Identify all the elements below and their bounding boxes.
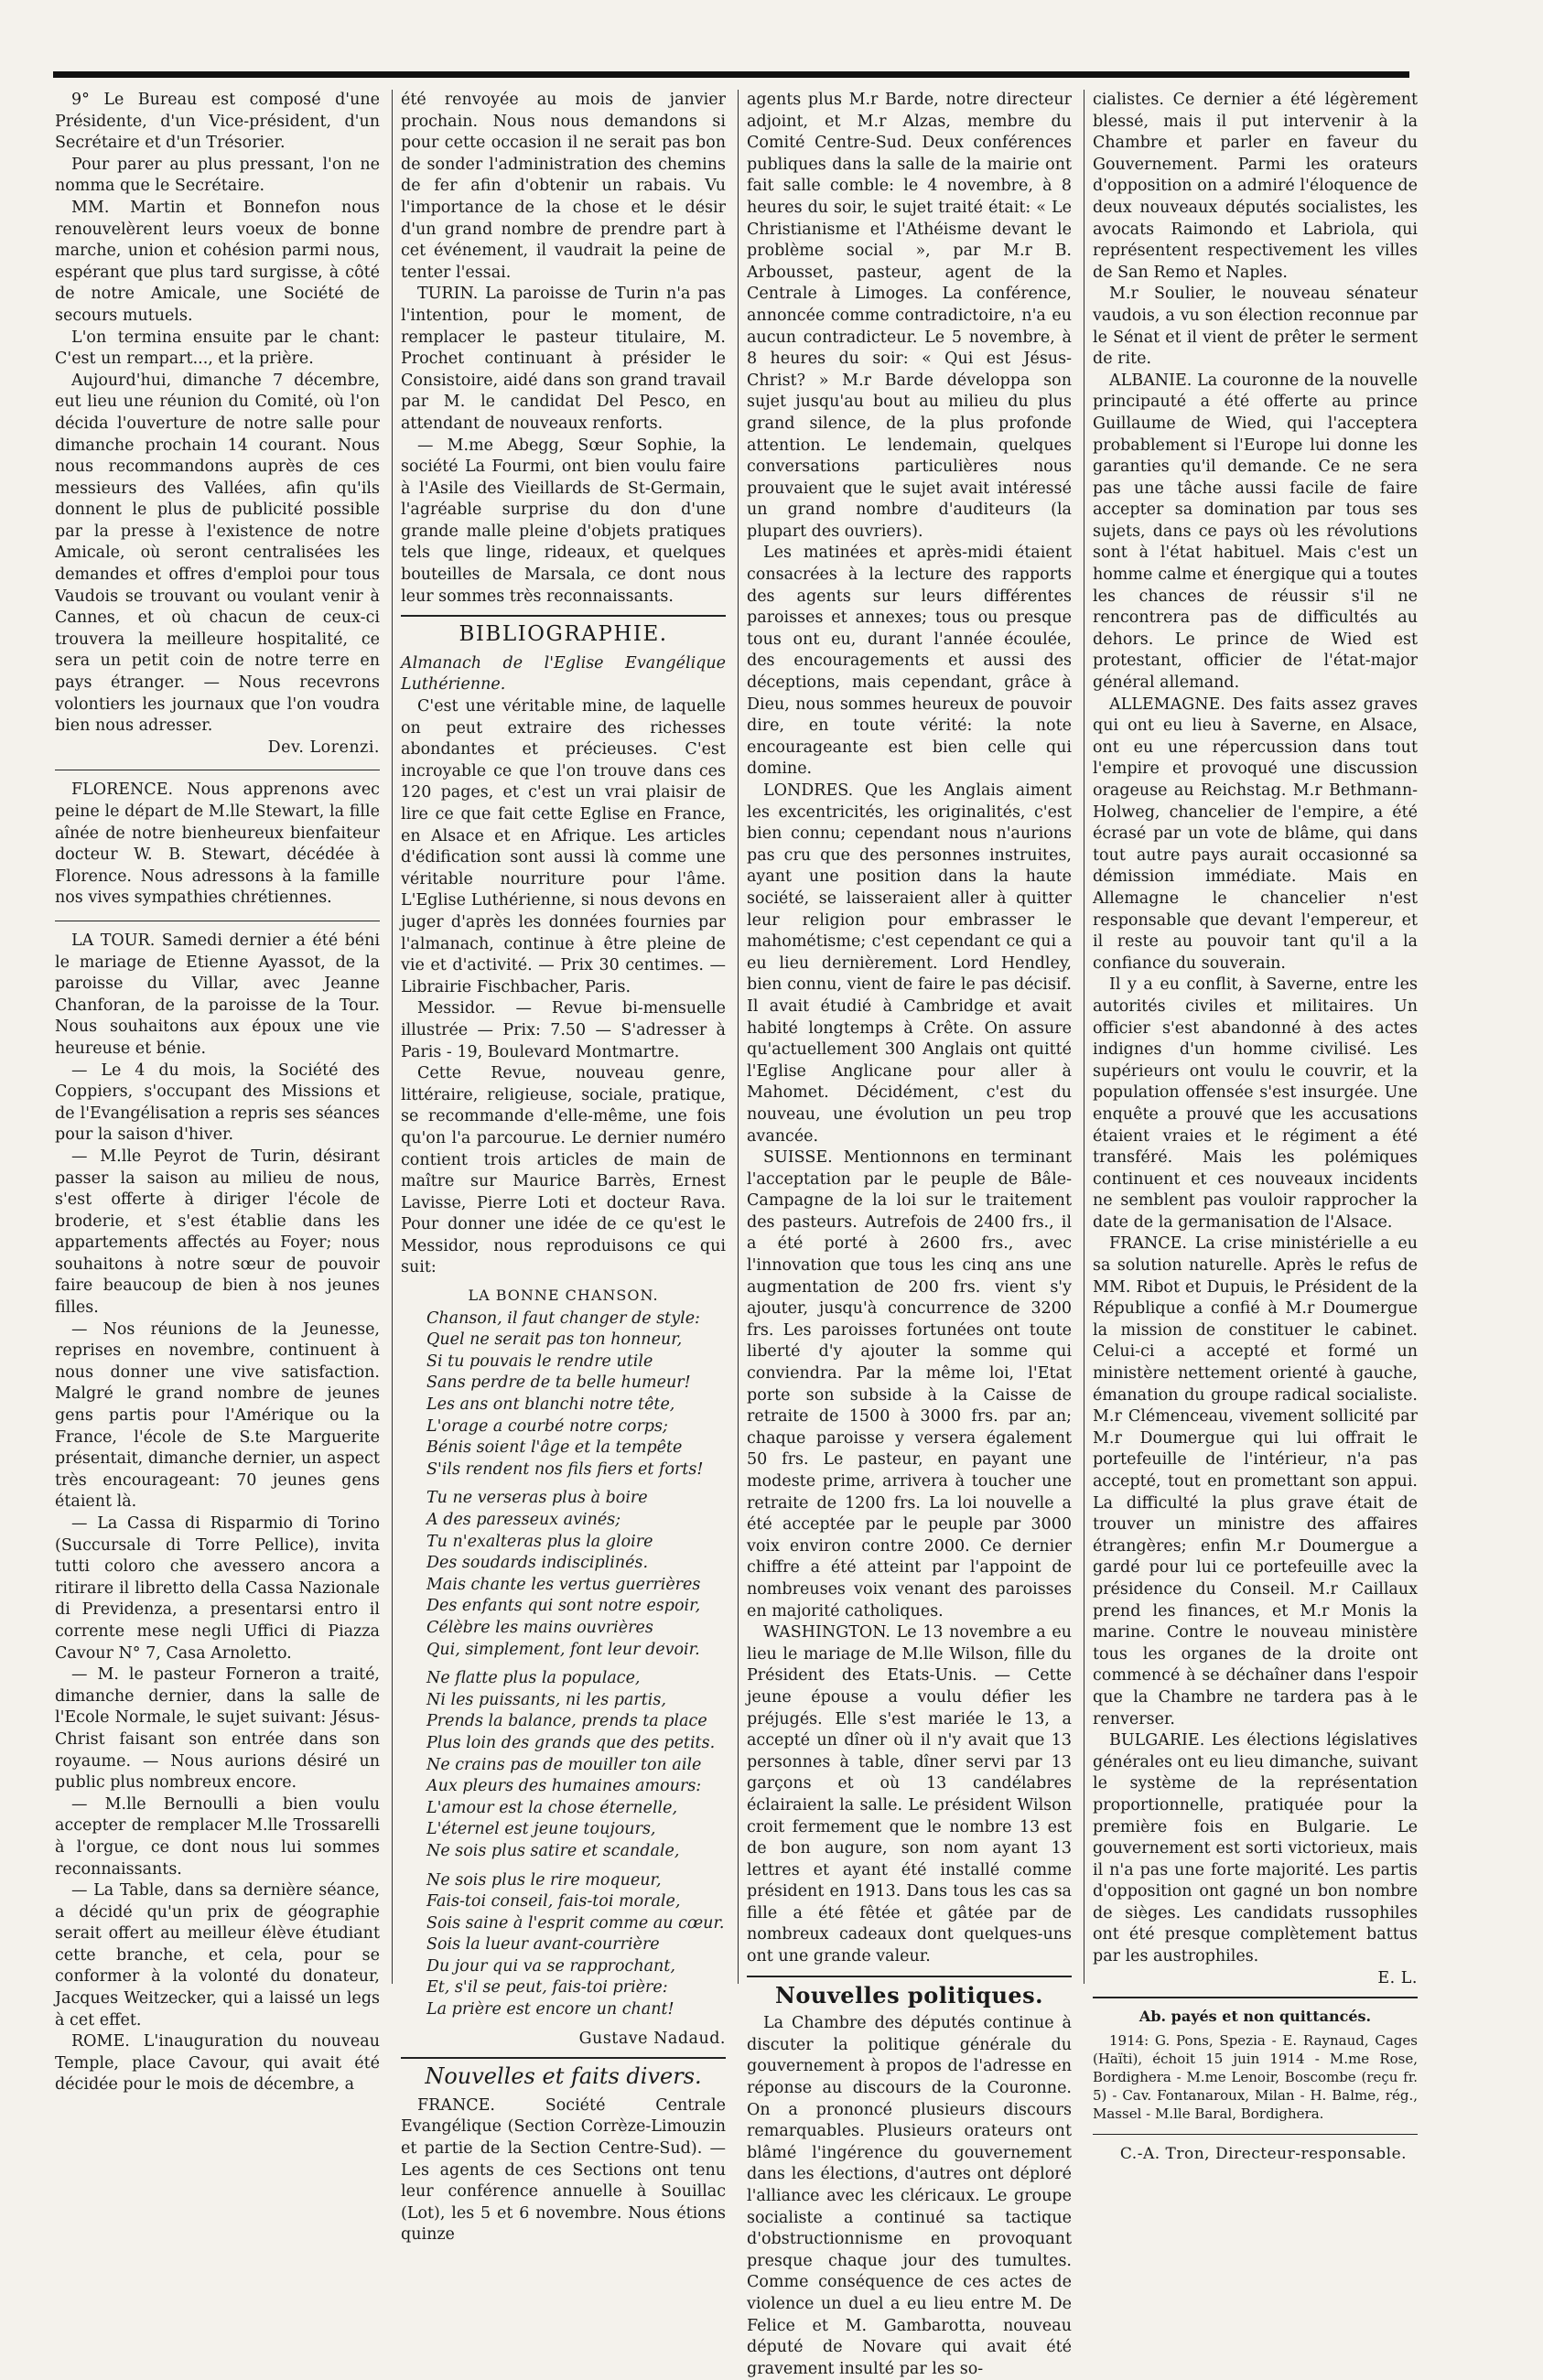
poem-line: Chanson, il faut changer de style: — [426, 1308, 700, 1328]
paragraph: M.r Soulier, le nouveau sénateur vaudois, a vu son élection reconnue par le Sénat et il vient de prêter le serment de rite. — [1093, 285, 1418, 369]
paragraph: FRANCE. Société Centrale Evangélique (Section Corrèze-Limouzin et partie de la Section Centre-Sud). — Les agents de ces Sections ont tenu leur conférence annuelle à Souillac (Lot), les 5 et 6 novembre. Nous étions quinze — [401, 2095, 726, 2245]
poem-line: Du jour qui va se rapprochant, — [426, 1956, 675, 1976]
paragraph: 9° Le Bureau est composé d'une Présidente, d'un Vice-président, d'un Secrétaire et d'un Trésorier. — [55, 91, 380, 153]
signature: E. L. — [1377, 1968, 1418, 1987]
poem-line: Sans perdre de ta belle humeur! — [426, 1373, 691, 1393]
paragraph: — La Cassa di Risparmio di Torino (Succursale di Torre Pellice), invita tutti coloro che avessero ancora a ritirare il libretto della Cassa Nazionale di Previdenza, a presentarsi entro il corrente mese negli Uffici di Piazza Cavour N° 7, Casa Arnoletto. — [55, 1514, 380, 1663]
poem-line: Qui, simplement, font leur devoir. — [426, 1640, 700, 1659]
poem-line: Tu ne verseras plus à boire — [426, 1489, 648, 1508]
poem-line: Fais-toi conseil, fais-toi morale, — [426, 1892, 681, 1912]
poem-line: L'orage a courbé notre corps; — [426, 1416, 668, 1436]
paragraph: Pour parer au plus pressant, l'on ne nomma que le Secrétaire. — [55, 155, 380, 196]
paragraph: — Nos réunions de la Jeunesse, reprises en novembre, continuent à nous donner une vive satisfaction. Malgré le grand nombre de jeunes gens partis pour l'Amérique ou la France, l'école de S.te Marguerite présentait, dimanche dernier, un aspect très encourageant: 70 jeunes gens étaient là. — [55, 1319, 380, 1512]
poem-line: Et, s'il se peut, fais-toi prière: — [426, 1978, 668, 1998]
poem-line: Sois saine à l'esprit comme au cœur. — [426, 1913, 725, 1933]
column-1 — [55, 90, 380, 2213]
paragraph: été renvoyée au mois de janvier prochain. Nous nous demandons si pour cette occasion il ne serait pas bon de sonder l'administration des chemins de fer afin d'obtenir un rabais. Vu l'importance de la chose et le désir d'un grand nombre de prendre part à cet événement, il vaudrait la peine de tenter l'essai. — [401, 91, 726, 282]
column-rule-2 — [738, 90, 739, 1984]
column-2 — [401, 90, 726, 2245]
poem-line: Célèbre les mains ouvrières — [426, 1618, 653, 1637]
divider — [1093, 1997, 1418, 1998]
paragraph: Les matinées et après-midi étaient consacrées à la lecture des rapports des agents sur leurs différentes paroisses et annexes; tous ou presque tous ont eu, durant l'année écoulée, des encouragements et aussi des déceptions, mais cependant, grâce à Dieu, nous sommes heureux de pouvoir dire, en toute vérité: la note encourageante est bien celle qui domine. — [747, 544, 1072, 779]
paragraph: WASHINGTON. Le 13 novembre a eu lieu le mariage de M.lle Wilson, fille du Président des Etats-Unis. — Cette jeune épouse a voulu défier les préjugés. Elle s'est mariée le 13, a accepté un dîner où il n'y avait que 13 personnes à table, dîner servi par 13 garçons et où 13 candélabres éclairaient la salle. Le président Wilson croit fermement que le nombre 13 est de bon augure, son nom ayant 13 lettres et ayant été installé comme président en 1913. Dans tous les cas sa fille a été fêtée et gâtée par de nombreux cadeaux dont quelques-uns ont une grande valeur. — [747, 1623, 1072, 1966]
poem-signature: Gustave Nadaud. — [578, 2029, 726, 2048]
paragraph: Cette Revue, nouveau genre, littéraire, religieuse, sociale, pratique, se recommande d'elle-même, une fois qu'on l'a parcourue. Le dernier numéro contient trois articles de main de maître sur Maurice Barrès, Ernest Lavisse, Pierre Loti et docteur Rava. Pour donner une idée de ce qu'est le Messidor, nous reproduisons ce qui suit: — [401, 1064, 726, 1277]
divider — [747, 1976, 1072, 1977]
paragraph: LONDRES. Que les Anglais aiment les excentricités, les originalités, c'est bien connu; cependant nous n'aurions pas cru que des personnes instruites, ayant une position dans la haute société, se laisseraient aller à quitter leur religion pour embrasser le mahométisme; c'est cependant ce qui a eu lieu dernièrement. Lord Hendley, bien connu, vient de faire le pas décisif. Il avait étudié à Cambridge et avait habité longtemps à Crête. On assure qu'actuellement 300 Anglais ont quitté l'Eglise Anglicane pour aller à Mahomet. Décidément, c'est du nouveau, une évolution un peu trop avancée. — [747, 781, 1072, 1146]
paragraph: — Le 4 du mois, la Société des Coppiers, s'occupant des Missions et de l'Evangélisation a repris ses séances pour la saison d'hiver. — [55, 1061, 380, 1145]
poem-line: Aux pleurs des humaines amours: — [426, 1777, 702, 1796]
poem-line: Ne sois plus satire et scandale, — [426, 1841, 680, 1860]
poem-line: Ne sois plus le rire moqueur, — [426, 1870, 662, 1890]
poem-line: Quel ne serait pas ton honneur, — [426, 1330, 683, 1350]
poem-line: Ne crains pas de mouiller ton aile — [426, 1755, 702, 1774]
paragraph: TURIN. La paroisse de Turin n'a pas l'intention, pour le moment, de remplacer le pasteur titulaire, M. Prochet continuant à présider le Consistoire, aidé dans son grand travail par M. le candidat Del Pesco, en attendant de nouveaux renforts. — [401, 285, 726, 433]
paragraph: Messidor. — Revue bi-mensuelle illustrée — Prix: 7.50 — S'adresser à Paris - 19, Boulevard Montmartre. — [401, 999, 726, 1061]
paragraph: FRANCE. La crise ministérielle a eu sa solution naturelle. Après le refus de MM. Ribot et Dupuis, le Président de la République a confié à M.r Doumergue la mission de constituer le cabinet. Celui-ci a accepté et formé un ministère nettement orienté à gauche, émanation du groupe radical socialiste. M.r Clémenceau, vivement sollicité par M.r Doumergue qui lui offrait le portefeuille de l'intérieur, n'a pas accepté, tout en promettant son appui. La difficulté la plus grave était de trouver un ministre des affaires étrangères; enfin M.r Doumergue a gardé pour lui ce portefeuille avec la présidence du Conseil. M.r Caillaux prend les finances, et M.r Monis la marine. Contre le nouveau ministère tous les organes de la droite ont commencé à se déchaîner dans l'espoir que la Chambre ne tardera pas à le renverser. — [1093, 1234, 1418, 1728]
paragraph: ROME. L'inauguration du nouveau Temple, place Cavour, qui avait été décidée pour le mois de décembre, a — [55, 2032, 380, 2095]
poem-line: La prière est encore un chant! — [426, 2000, 674, 2019]
paragraph: FLORENCE. Nous apprenons avec peine le départ de M.lle Stewart, la fille aînée de notre bienheureux bienfaiteur docteur W. B. Stewart, décédée à Florence. Nous adressons à la famille nos vives sympathies chrétiennes. — [55, 781, 380, 908]
poem-line: Des soudards indisciplinés. — [426, 1554, 649, 1573]
paragraph: SUISSE. Mentionnons en terminant l'acceptation par le peuple de Bâle-Campagne de la loi sur le traitement des pasteurs. Autrefois de 2400 frs., il a été porté à 2600 frs., avec l'innovation que tous les cinq ans une augmentation de 200 frs. vient s'y ajouter, jusqu'à concurrence de 3200 frs. Les paroisses fortunées ont toute liberté d'y ajouter la somme qui conviendra. Par la même loi, l'Etat porte son subside à la Caisse de retraite de 1500 à 3000 frs. par an; chaque paroisse y versera également 50 frs. Le pasteur, en payant une modeste prime, arrivera à toucher une retraite de 1200 frs. La loi nouvelle a été acceptée par le peuple par 3000 voix environ contre 2000. Ce dernier chiffre a été atteint par l'appoint de nombreuses voix venant des paroisses en majorité catholiques. — [747, 1148, 1072, 1621]
paragraph: agents plus M.r Barde, notre directeur adjoint, et M.r Alzas, membre du Comité Centre-Sud. Deux conférences publiques dans la salle de la mairie ont fait salle comble: le 4 novembre, à 8 heures du soir, le sujet traité était: « Le Christianisme et l'Athéisme devant le problème social », par M.r B. Arbousset, pasteur, agent de la Centrale à Limoges. La conférence, annoncée comme contradictoire, n'a eu aucun contradicteur. Le 5 novembre, à 8 heures du soir: « Qui est Jésus-Christ? » M.r Barde développa son sujet jusqu'au bout au milieu du plus grand silence, de la plus profonde attention. Le lendemain, quelques conversations particulières nous prouvaient que le sujet avait intéressé un grand nombre d'auditeurs (la plupart des ouvriers). — [747, 91, 1072, 541]
subscriptions-list: 1914: G. Pons, Spezia - E. Raynaud, Cages (Haïti), échoit 15 juin 1914 - M.me Rose, Bordighera - M.me Lenoir, Boscombe (reçu fr. 5) - Cav. Fontanaroux, Milan - H. Balme, rég., Massel - M.lle Baral, Bordighera. — [1093, 2031, 1418, 2122]
poem-line: Ne flatte plus la populace, — [426, 1669, 641, 1688]
poem-stanza — [401, 1668, 726, 1862]
section-heading-politiques: Nouvelles politiques. — [774, 1981, 1044, 2008]
poem-line: L'éternel est jeune toujours, — [426, 1820, 656, 1839]
signature: Dev. Lorenzi. — [267, 738, 380, 757]
column-3 — [747, 90, 1072, 2378]
column-4 — [1093, 90, 1418, 2213]
divider — [401, 615, 726, 617]
poem-line: Prends la balance, prends ta place — [426, 1712, 707, 1731]
poem-line: S'ils rendent nos fils fiers et forts! — [426, 1459, 704, 1479]
paragraph: La Chambre des députés continue à discuter la politique générale du gouvernement à propos de l'adresse en réponse au discours de la Couronne. On a prononcé plusieurs discours remarquables. Plusieurs orateurs ont blâmé l'ingérence du gouvernement dans les élections, d'autres ont déploré l'alliance avec les cléricaux. Le groupe socialiste a continué sa tactique d'obstructionnisme en provoquant presque chaque jour des tumultes. Comme conséquence de ces actes de violence un duel a eu lieu entre M. De Felice et M. Gambarotta, nouveau député de Novare qui avait été gravement insulté par les so- — [747, 2014, 1072, 2378]
section-heading-faits-divers: Nouvelles et faits divers. — [425, 2063, 702, 2090]
poem-line: Ni les puissants, ni les partis, — [426, 1690, 666, 1709]
paragraph: — M.lle Peyrot de Turin, désirant passer la saison au milieu de nous, s'est offerte à diriger l'école de broderie, et s'est établie dans les appartements affectés au Foyer; nous souhaitons à notre sœur de pouvoir faire beaucoup de bien à nos jeunes filles. — [55, 1147, 380, 1318]
poem-stanza — [401, 1308, 726, 1481]
poem-line: Plus loin des grands que des petits. — [426, 1733, 716, 1752]
poem-line: Tu n'exalteras plus la gloire — [426, 1532, 653, 1551]
poem-line: Mais chante les vertus guerrières — [426, 1575, 701, 1594]
paragraph: LA TOUR. Samedi dernier a été béni le mariage de Etienne Ayassot, de la paroisse du Villar, avec Jeanne Chanforan, de la paroisse de la Tour. Nous souhaitons aux époux une vie heureuse et bénie. — [55, 931, 380, 1058]
paragraph: — M.me Abegg, Sœur Sophie, la société La Fourmi, ont bien voulu faire à l'Asile des Vieillards de St-Germain, l'agréable surprise du don d'une grande malle pleine d'objets pratiques tels que linge, rideaux, et quelques bouteilles de Marsala, ce dont nous leur sommes très reconnaissants. — [401, 436, 726, 606]
paragraph: — La Table, dans sa dernière séance, a décidé qu'un prix de géographie serait offert au meilleur élève étudiant cette branche, et cela, pour se conformer à la volonté du donateur, Jacques Weitzecker, qui a laissé un legs à cet effet. — [55, 1881, 380, 2030]
top-rule — [53, 71, 1409, 78]
paragraph: MM. Martin et Bonnefon nous renouvelèrent leurs voeux de bonne marche, union et cohésion parmi nous, espérant que plus tard surgisse, à côté de notre Amicale, une Société de secours mutuels. — [55, 198, 380, 325]
section-heading-bibliographie: BIBLIOGRAPHIE. — [459, 622, 668, 647]
divider — [401, 2057, 726, 2059]
paragraph: — M.lle Bernoulli a bien voulu accepter de remplacer M.lle Trossarelli à l'orgue, ce dont nous lui sommes reconnaissants. — [55, 1794, 380, 1879]
poem-line: Les ans ont blanchi notre tête, — [426, 1395, 675, 1415]
poem-title: LA BONNE CHANSON. — [468, 1287, 659, 1305]
paragraph: Aujourd'hui, dimanche 7 décembre, eut lieu une réunion du Comité, où l'on décida l'ouverture de notre salle pour dimanche prochain 14 courant. Nous nous recommandons auprès de ces messieurs des Vallées, afin qu'ils donnent le plus de publicité possible par la presse à l'existence de notre Amicale, où seront centralisées les demandes et offres d'emploi pour tous Vaudois se trouvant ou voulant venir à Cannes, et où chacun de ceux-ci trouvera la meilleure hospitalité, ce sera un petit coin de notre terre en pays étranger. — Nous recevrons volontiers les journaux que l'on voudra bien nous adresser. — [55, 371, 380, 736]
paragraph: BULGARIE. Les élections législatives générales ont eu lieu dimanche, suivant le système de la représentation proportionnelle, pratiquée pour la première fois en Bulgarie. Le gouvernement est sorti victorieux, mais il n'a pas une forte majorité. Les partis d'opposition ont gagné un bon nombre de sièges. Les candidats russophiles ont été presque complètement battus par les austrophiles. — [1093, 1731, 1418, 1966]
poem-line: Si tu pouvais le rendre utile — [426, 1352, 653, 1371]
editor-credit: C.-A. Tron, Directeur-responsable. — [1119, 2144, 1408, 2163]
paragraph: — M. le pasteur Forneron a traité, dimanche dernier, dans la salle de l'Ecole Normale, le sujet suivant: Jésus-Christ faisant son entrée dans son royaume. — Nous aurions désiré un public plus nombreux encore. — [55, 1665, 380, 1793]
poem — [401, 1308, 726, 2021]
divider — [1093, 2134, 1418, 2135]
paragraph: L'on termina ensuite par le chant: C'est un rempart..., et la prière. — [55, 328, 380, 369]
poem-line: A des paresseux avinés; — [426, 1511, 621, 1529]
poem-line: Des enfants qui sont notre espoir, — [426, 1597, 701, 1616]
poem-line: Bénis soient l'âge et la tempête — [426, 1438, 683, 1458]
paragraph: Il y a eu conflit, à Saverne, entre les autorités civiles et militaires. Un officier s'est abandonné à des actes indignes d'un homme civilisé. Les supérieurs ont voulu le couvrir, et la population offensée s'est insurgée. Une enquête a prouvé que les accusations étaient vraies et le régiment a été transféré. Mais les polémiques continuent et ces nouveaux incidents ne semblent pas vouloir rapprocher la date de la germanisation de l'Alsace. — [1093, 975, 1418, 1232]
subscriptions-heading: Ab. payés et non quittancés. — [1138, 2008, 1372, 2026]
poem-stanza — [401, 1488, 726, 1661]
poem-line: L'amour est la chose éternelle, — [426, 1798, 678, 1817]
paragraph: cialistes. Ce dernier a été légèrement blessé, mais il put intervenir à la Chambre et parler en faveur du Gouvernement. Parmi les orateurs d'opposition on a admiré l'éloquence de deux nouveaux députés socialistes, les avocats Raimondo et Labriola, qui représentent respectivement les villes de San Remo et Naples. — [1093, 91, 1418, 282]
poem-stanza — [401, 1870, 726, 2021]
column-rule-1 — [392, 90, 393, 1984]
poem-line: Sois la lueur avant-courrière — [426, 1935, 660, 1955]
paragraph: ALLEMAGNE. Des faits assez graves qui ont eu lieu à Saverne, en Alsace, ont eu une répercussion dans tout l'empire et provoqué une discussion orageuse au Reichstag. M.r Bethmann-Holweg, chancelier de l'empire, a été écrasé par un vote de blâme, qui dans tout autre pays aurait occasionné sa démission immédiate. Mais en Allemagne le chancelier n'est responsable que devant l'empereur, et il reste au pouvoir tant qu'il a la confiance du souverain. — [1093, 695, 1418, 973]
paragraph: Almanach de l'Eglise Evangélique Luthérienne. — [401, 653, 726, 695]
paragraph: ALBANIE. La couronne de la nouvelle principauté a été offerte au prince Guillaume de Wied, qui l'acceptera probablement si l'Europe lui donne les garanties qu'il demande. Ce ne sera pas une tâche aussi facile de faire accepter sa domination par tous ses sujets, dans ce pays où les révolutions sont à l'état habituel. Mais c'est un homme calme et énergique qui a toutes les chances de réussir s'il ne rencontrera pas de difficultés au dehors. Le prince de Wied est protestant, officier de l'état-major général allemand. — [1093, 371, 1418, 693]
paragraph: C'est une véritable mine, de laquelle on peut extraire des richesses abondantes et précieuses. C'est incroyable ce que l'on trouve dans ces 120 pages, et c'est un vrai plaisir de lire ce que fait cette Eglise en France, en Alsace et en Afrique. Les articles d'édification sont aussi là comme une véritable nourriture pour l'âme. L'Eglise Luthérienne, si nous devons en juger d'après les données fournies par l'almanach, continue à être pleine de vie et d'activité. — Prix 30 centimes. — Librairie Fischbacher, Paris. — [401, 697, 726, 996]
